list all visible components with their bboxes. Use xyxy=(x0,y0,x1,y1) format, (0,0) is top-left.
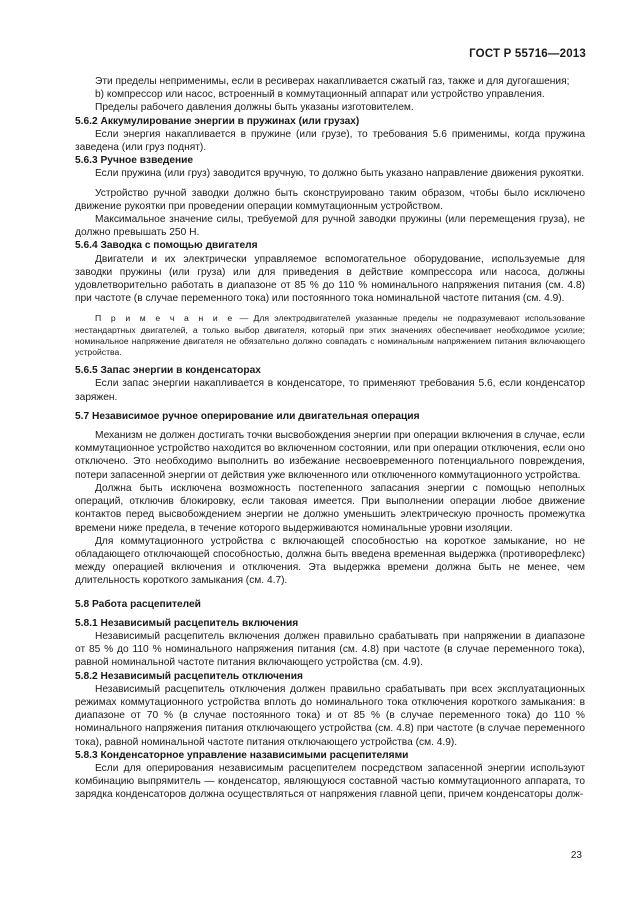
paragraph: Механизм не должен достигать точки высвобождения энергии при операции включения в случае, если коммутационное устройство находится во включенном состоянии, или при операции отключения, если оно отключено. Это необходимо выполнить во избежание несвоевременного потенциального повреждения, потери запасенной энергии от действия уже включенного или отключенного коммутационного устройства. xyxy=(75,430,585,481)
section-heading-5-8-1: 5.8.1 Независимый расцепитель включения xyxy=(75,617,299,629)
paragraph: Если запас энергии накапливается в конденсаторе, то применяют требования 5.6, если конденсатор заряжен. xyxy=(75,378,585,403)
section-heading-5-8-3: 5.8.3 Конденсаторное управление назависимыми расцепителями xyxy=(75,749,409,761)
paragraph: Максимальное значение силы, требуемой для ручной заводки пружины (или перемещения груза), не должно превышать 250 Н. xyxy=(75,214,585,239)
section-heading-5-6-4: 5.6.4 Заводка с помощью двигателя xyxy=(75,240,258,252)
note-text: — Для электродвигателей указанные пределы не подразумевают использование нестандартных двигателей, а только выбор двигателя, который при этих значениях обеспечивает необходимое усилие; номинальное напряжение двигателя не обязательно должно совпадать с номинальным напряжением питания включающего устройства. xyxy=(75,313,585,358)
paragraph: Пределы рабочего давления должны быть указаны изготовителем. xyxy=(95,102,414,114)
paragraph: Для коммутационного устройства с включающей способностью на короткое замыкание, но не обладающего отключающей способностью, должна быть введена временная выдержка (противорефлекс) между операцией включения и отключения. Эта выдержка времени должна быть не менее, чем длительность короткого замыкания (см. 4.7). xyxy=(75,535,585,587)
section-heading-5-6-5: 5.6.5 Запас энергии в конденсаторах xyxy=(75,365,261,377)
section-heading-5-7: 5.7 Независимое ручное оперирование или двигательная операция xyxy=(75,410,420,422)
paragraph: Двигатели и их электрически управляемое вспомогательное оборудование, используемые для заводки пружины (или груза) или для приведения в действие компрессора или насоса, должны удовлетворительно работать в диапазоне от 85 % до 110 % номинального напряжения питания (см. 4.8) при частоте (в случае переменного тока) или постоянного тока номинальной частоте питания (см. 4.9). xyxy=(75,253,585,305)
paragraph: Если энергия накапливается в пружине (или грузе), то требования 5.6 применимы, когда пружина заведена (или груз поднят). xyxy=(75,128,585,154)
paragraph: Если пружина (или груз) заводится вручную, то должно быть указано направление движения рукоятки. xyxy=(95,168,585,180)
paragraph: Эти пределы неприменимы, если в ресиверах накапливается сжатый газ, также и для дугогашения; xyxy=(95,76,570,87)
document-header: ГОСТ Р 55716—2013 xyxy=(469,48,586,60)
page-number: 23 xyxy=(570,850,582,861)
paragraph: Если для оперирования независимым расцепителем посредством запасенной энергии используют комбинацию выпрямитель — конденсатор, являющуюся составной частью коммутационного аппарата, то зарядка конденсаторов должна осуществляться от напряжения главной цепи, причем конденсаторы долж- xyxy=(75,762,585,801)
paragraph: Независимый расцепитель включения должен правильно срабатывать при напряжении в диапазоне от 85 % до 110 % номинального напряжения питания (см. 4.8) при частоте (в случае переменного тока), равной номинальной частоте питания включающего устройства (см. 4.9). xyxy=(75,630,585,669)
section-heading-5-8-2: 5.8.2 Независимый расцепитель отключения xyxy=(75,670,303,682)
paragraph: Устройство ручной заводки должно быть сконструировано таким образом, чтобы было исключено движение рукоятки при проведении операции коммутационным устройством. xyxy=(75,187,585,212)
note-label: П р и м е ч а н и е xyxy=(95,313,235,324)
note xyxy=(75,313,585,358)
paragraph: Должна быть исключена возможность постепенного запасания энергии с помощью неполных операций, отключив блокировку, если таковая имеется. При выполнении операции любое движение контактов перед высвобождением энергии не должно уменьшить электрическую прочность промежутка времени ниже предела, в течение которого выдерживаются номинальные уровни изоляции. xyxy=(75,482,585,534)
section-heading-5-6-2: 5.6.2 Аккумулирование энергии в пружинах (или грузах) xyxy=(75,115,360,127)
section-heading-5-6-3: 5.6.3 Ручное взведение xyxy=(75,155,194,167)
paragraph: Независимый расцепитель отключения должен правильно срабатывать при всех эксплуатационных режимах коммутационного устройства вплоть до номинального тока отключения короткого замыкания: в диапазоне от 70 % (в случае постоянного тока) и от 85 % (в случае переменного тока) до 110 % номинального напряжения питания отключающего устройства (см. 4.8) при частоте (в случае переменного тока), равной номинальной частоте питания отключающего устройства (см. 4.9). xyxy=(75,683,585,748)
section-heading-5-8: 5.8 Работа расцепителей xyxy=(75,598,201,610)
document-body xyxy=(75,75,585,802)
paragraph: b) компрессор или насос, встроенный в коммутационный аппарат или устройство управления. xyxy=(95,89,545,101)
